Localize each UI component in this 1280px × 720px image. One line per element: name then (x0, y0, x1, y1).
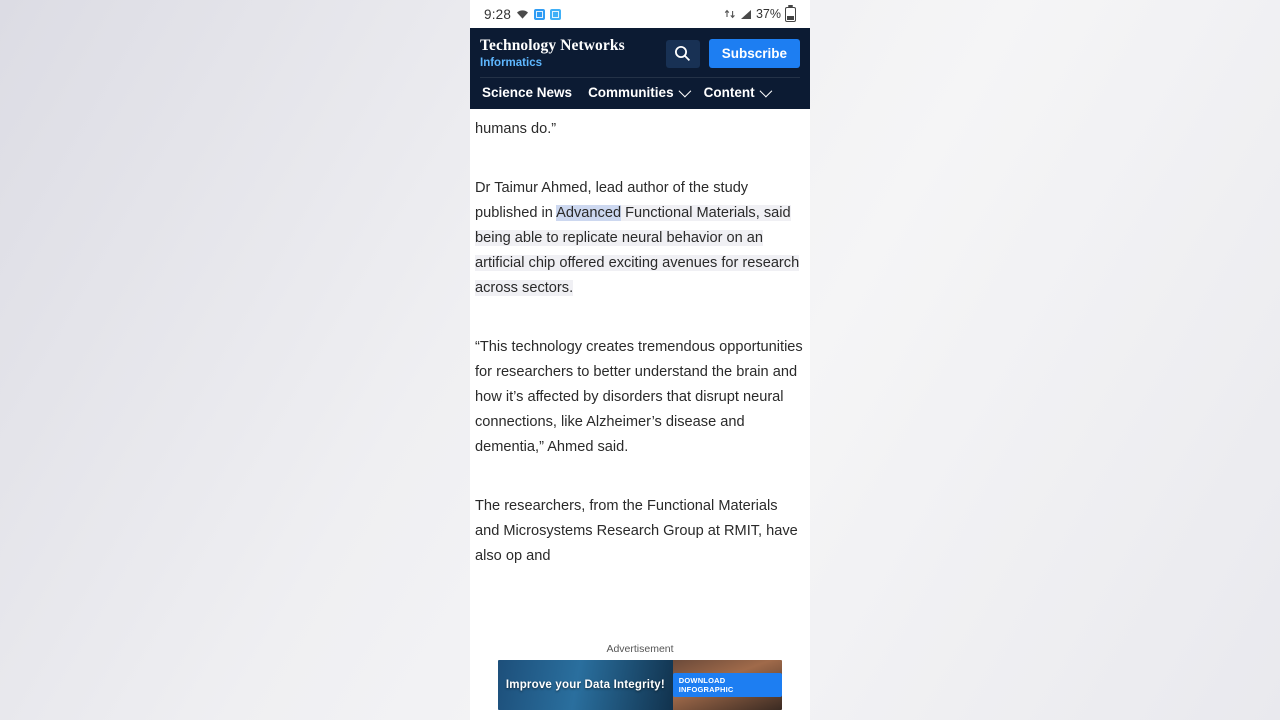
advertisement-banner[interactable] (498, 660, 782, 710)
main-nav (480, 77, 800, 109)
phone-viewport (470, 0, 810, 720)
battery-percent: 37% (755, 7, 781, 21)
article-body (470, 109, 810, 637)
status-clock: 9:28 (484, 6, 512, 22)
highlighted-word: Advanced (556, 205, 622, 222)
paragraph-text: op (501, 548, 523, 565)
paragraph-text: “This technology creates tremendous opportunities for researchers to better understand the brain and how it’s affected by disorders that disrupt neural connections, like Alzheimer’s disease and dementia,” Ahmed said. (475, 339, 803, 456)
chevron-down-icon (678, 85, 691, 98)
site-logo[interactable] (480, 38, 625, 69)
status-bar-left (484, 7, 561, 22)
data-updown-icon (724, 8, 736, 20)
nav-item-science-news[interactable] (482, 85, 572, 100)
article-paragraph (475, 335, 805, 460)
status-bar-right (724, 7, 796, 22)
chevron-down-icon (759, 85, 772, 98)
ad-cta-button[interactable]: DOWNLOAD INFOGRAPHIC (673, 673, 782, 697)
screen-record-icon (550, 9, 561, 20)
ad-headline-panel (498, 660, 673, 710)
paragraph-text: Functional Materials, said being able to replicate neural behavior on an artificial chip offered exciting avenues for research across sectors. (475, 205, 800, 297)
search-button[interactable] (666, 40, 700, 68)
advertisement-section (470, 637, 810, 710)
subscribe-button[interactable]: Subscribe (709, 39, 800, 68)
nav-label: Science News (482, 85, 573, 101)
cellular-signal-icon (740, 9, 752, 20)
cast-icon (534, 9, 545, 20)
ad-cta-panel[interactable] (673, 660, 782, 710)
header-actions (666, 39, 800, 68)
nav-item-communities[interactable] (588, 85, 688, 100)
article-paragraph (475, 176, 805, 301)
status-bar (470, 0, 810, 28)
wifi-icon (516, 9, 529, 20)
header-top-row (480, 36, 800, 77)
brand-title: Technology Networks (480, 37, 625, 54)
nav-item-content[interactable] (704, 85, 769, 100)
battery-icon (785, 7, 796, 22)
paragraph-text: humans do.” (475, 121, 557, 138)
nav-label: Content (703, 85, 755, 101)
search-icon (674, 45, 691, 62)
paragraph-text: and (522, 548, 551, 565)
brand-subtitle: Informatics (480, 57, 542, 70)
article-paragraph (475, 494, 805, 569)
paragraph-text: The researchers, from the Functional Materials and Microsystems Research Group at RMIT, have also (475, 498, 798, 565)
article-paragraph (475, 117, 805, 142)
ad-headline: Improve your Data Integrity! (505, 679, 665, 692)
site-header (470, 28, 810, 109)
nav-label: Communities (588, 85, 674, 101)
paragraph-text: Dr Taimur Ahmed, lead author of the study published in (475, 180, 749, 222)
advertisement-label: Advertisement (606, 643, 674, 656)
